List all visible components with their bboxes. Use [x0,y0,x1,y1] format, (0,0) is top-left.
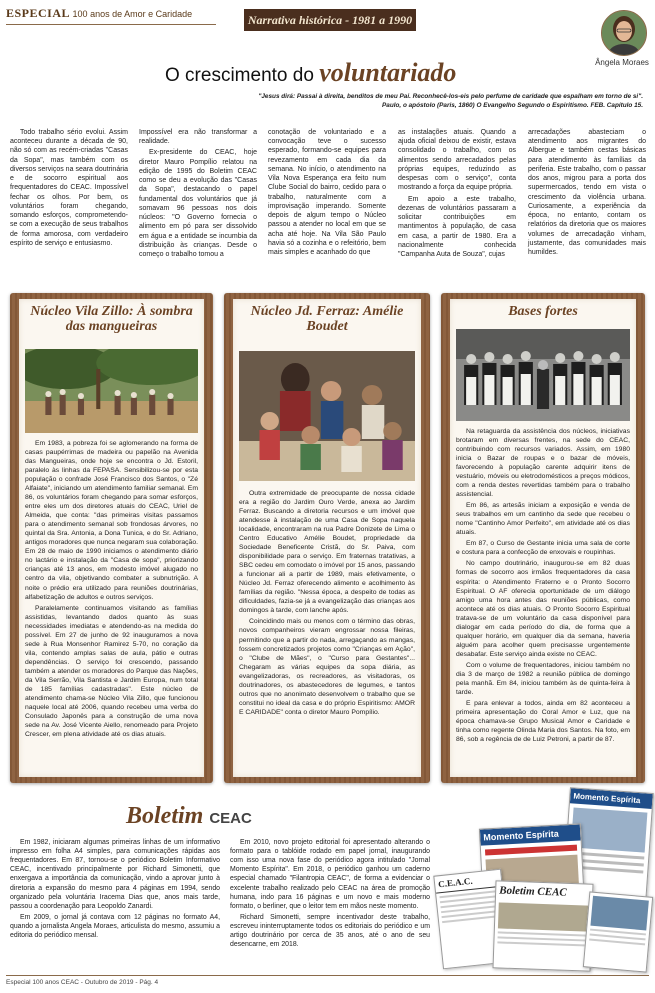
paragraph: E para enlevar a todos, ainda em 82 aconteceu a primeira apresentação do Coral Amor e Luz, que na época chamava-se Grupo Musical Amor e Caridade e tinha como regente Olinda Maria dos Santos. Na foto, em 86, sob a regência de de Luiz Petroni, a partir de 87. [456,699,630,744]
newspaper-cover [583,891,653,972]
intro-column-1 [10,128,128,250]
masthead: C.E.A.C. [434,870,501,894]
photo-children-group [239,351,415,481]
boletim-column-1 [10,838,220,942]
boletim-title-suffix: CEAC [209,810,252,827]
author-avatar [601,10,647,56]
box-text [456,427,630,746]
newspaper-collage [438,790,650,972]
divider [6,24,216,25]
box-title: Núcleo Vila Zillo: À sombra das mangueiras [30,304,193,334]
paragraph: Com o volume de frequentadores, iniciou também no dia 3 de março de 1982 a reunião pública de domingo pela manhã. Em 84, iniciou também às de quinta-feira à tarde. [456,661,630,696]
page-title [165,58,456,88]
paragraph: Impossível era não transformar a realidade. [139,129,257,146]
paragraph: Em apoio a este trabalho, dezenas de voluntários passaram a solicitar contribuições em mantimentos à população, de casa em casa, a partir de 1980. Era a nacionalmente conhecida "Campanha Auta de Souza", cujas [398,195,516,259]
box-title: Núcleo Jd. Ferraz: Amélie Boudet [250,304,404,334]
paragraph: conotação de voluntariado e a convocação teve o sucesso esperado, formando-se equipes para revezamento em cada dia da semana. No início, o atendimento na Vila Nova Esperança era feito num Clube Social do bairro, cedido para o trabalho, naturalmente com a improvisação imperando. Somente depois de algum tempo o Núcleo passou a atender no local em que se acha até hoje. Na Vila São Paulo havia só a cozinha e o refeitório, bem mais simples e acanhado do que [268,129,386,257]
masthead: Momento Espírita [570,788,653,809]
quote-source: Paulo, o apóstolo (Paris, 1860) O Evangelho Segundo o Espiritismo. FEB. Capítulo 15. [382,101,643,109]
paragraph: Paralelamente continuamos visitando as famílias assistidas, levantando dados quanto às suas necessidades imediatas e atendendo-as na medida do possível. Em 27 de junho de 92 inauguramos a nova sede à Rua Monsenhor Ramirez 5-70, no coração da vila, contendo amplas salas de aula, pátio e outras dependências. O serviço foi crescendo, passando também a atender os moradores do Parque das Nações, da Vila Serrão, Vila Santista e Jardim Europa, num total de 185 famílias cadastradas". Este núcleo de atendimento chama-se Núcleo Vila Zillo, que funcionou naquele local até 2006, quando recebeu uma verba do Consulado Japonês para a construção de uma nova sede na Av. José Vicente Aiello, renomeado para Projeto Crescer, em plena atividade até os dias atuais. [25,604,198,738]
photo-mango-trees [25,349,198,433]
paragraph: as instalações atuais. Quando a ajuda oficial deixou de existir, estava consolidado o trabalho, com os alimentos sendo arrecadados pelas próprias equipes, reduzindo as despesas com o serviço", conta mostrando a força da equipe própria. [398,129,516,192]
masthead: Momento Espírita [480,824,581,845]
paragraph: Ex-presidente do CEAC, hoje diretor Mauro Pompílio relatou na edição de 1995 do Boletim CEAC como se deu a evolução das "Casas da Sopa", destacando o papel fundamental dos voluntários que já somavam 96 pessoas nos dois núcleos: "O Governo fornecia o alimento em pó para ser dissolvido em água e a entidade se incumbia da distribuição às crianças. Desde o começo o trabalho tomou a [139,149,257,259]
paragraph: Em 87, o Curso de Gestante inicia uma sala de corte e costura para a confecção de enxovais e roupinhas. [456,540,630,557]
photo-choir [456,329,630,421]
epigraph-quote [183,93,643,110]
paragraph: Em 2009, o jornal já contava com 12 páginas no formato A4, quando a jornalista Angela Moraes, articulista do mesmo, assumiu a editoria do periódico mensal. [10,913,220,940]
masthead: Boletim CEAC [499,884,567,899]
paragraph: Em 2010, novo projeto editorial foi apresentado alterando o formato para o tablóide rodado em papel jornal, inaugurando com isso uma nova fase do periódico agora intitulado "Jornal Momento Espírita". Em 2018, o periódico ganhou um caderno especial chamado "Filantropia CEAC", de forma a evidenciar o excelente trabalho realizado pelo CEAC na área de promoção humana, indo para 16 páginas e um novo e mais moderno formato, o berliner, que o leitor tem em mãos neste momento. [230,839,430,910]
box-text [25,439,198,741]
section-label: ESPECIAL [6,6,71,20]
boletim-title: Boletim [126,803,204,829]
intro-column-3 [268,128,386,259]
page-footer: Especial 100 anos CEAC - Outubro de 2019 - Pág. 4 [6,979,159,986]
footer-divider [6,975,649,976]
box-text [239,489,415,719]
author-name: Ângela Moraes [595,58,649,67]
paragraph: Em 1982, iniciaram algumas primeiras linhas de um informativo impresso em folha A4 simples, para comunicações rápidas aos frequentadores. Em 87, tornou-se o periódico Boletim Informativo CEAC, incentivado principalmente por Richard Simonetti, que enxergava a importância da comunicação, vindo a aprovar junto à diretoria a expansão do mesmo para 4 páginas em 1994, sendo organizado pela voluntária Iracema Dias que, anos mais tarde, passou a coordenação para Leopoldo Zanardi. [10,839,220,910]
intro-column-4 [398,128,516,261]
box-vila-zillo [10,293,213,783]
section-header [6,6,192,21]
newspaper-cover [492,880,593,971]
title-prefix: O crescimento do [165,65,314,86]
history-banner: Narrativa histórica - 1981 a 1990 [244,9,416,31]
box-bases-fortes [441,293,645,783]
intro-column-5 [528,128,646,259]
title-highlight: voluntariado [319,58,457,87]
quote-text: "Jesus dirá: Passai à direita, benditos de meu Pai. Reconhecê-los-eis pelo perfume de caridade que espalham em torno de si". [258,93,643,100]
paragraph: Outra extremidade de preocupante de nossa cidade era a região do Jardim Ouro Verde, anexa ao Jardim Ferraz. Buscando a diretoria recursos e um imóvel que atendesse à instalação de uma Casa de Sopa naquela localidade, encontraram na rua Padre Donizete de Lima o Centro Educativo Amélie Boudet, propriedade da Sociedade Beneficente Cristã, do Sr. Paiva, com disponibilidade para o serviço. Em fraternas tratativas, a SBC cedeu em comodato o imóvel por 15 anos, passando a funcionar ali a partir de 1989, mais efetivamente, o Núcleo Jd. Ferraz oferecendo alimento e acolhimento às famílias da região. "Nessa época, a despeito de todas as dificuldades, fazia-se já a evangelização das crianças aos domingos à tarde, com lanche após. [239,490,415,615]
paragraph: Richard Simonetti, sempre incentivador deste trabalho, escreveu ininterruptamente todos os editoriais do periódico e um artigo doutrinário por cerca de 35 anos, até o ano de seu desencarne, em 2018. [230,913,430,949]
section-sublabel: 100 anos de Amor e Caridade [72,9,193,19]
box-title: Bases fortes [508,304,578,319]
paragraph: No campo doutrinário, inaugurou-se em 82 duas formas de socorro aos irmãos frequentadores da casa espírita: o Atendimento Fraterno e o Pronto Socorro Espiritual. O AF oferecia oportunidade de um diálogo amigo uma hora antes das reuniões públicas, como acontece até os dias atuais. O Pronto Socorro Espiritual tratava-se de um voluntário da casa disponível para dialogar em cada período do dia, de forma que a qualquer horário, em qualquer dia da semana, haveria alguém para acolher quem precisasse urgentemente desabafar. Este serviço ainda existe no CEAC. [456,560,630,658]
paragraph: Em 86, as artesãs iniciam a exposição e venda de seus trabalhos em um cantinho da sede que recebeu o nome "Cantinho Amor Perfeito", em atividade até os dias atuais. [456,502,630,537]
paragraph: Todo trabalho sério evolui. Assim aconteceu durante a década de 90, não só com as recém-criadas "Casas da Sopa", mas também com os diversos serviços na seara doutrinária e de socorro espiritual aos frequentadores do CEAC. Impossível fechar os olhos. Por bem, os voluntários foram chegando, somando esforços, comprometendo-se com a execução de seus trabalhos de forma amorosa, com verdadeiro espírito de serviço e entusiasmo. [10,129,128,247]
paragraph: Em 1983, a pobreza foi se aglomerando na forma de casas paupérrimas de madeira ou papelão na Avenida das Mangueiras, onde hoje se encontra o Jd. Estoril, paralelo às linhas da FEPASA. Sensibilizou-se por esta população o confrade José Francisco dos Santos, o "Zé Alfaiate", iniciando um atendimento familiar semanal. Em 86, os voluntários foram chegando para somar esforços, entre eles um dos diretores atuais do CEAC, Uriel de Almeida, que conta: "das primeiras visitas passamos para o atendimento semanal sob frondosas árvores, no quintal da Sra. Antonia, a Dona Tunica, e do Sr. Adriano, antigos moradores que nunca negaram sua colaboração. Em 28 de maio de 1990 iniciamos o atendimento diário no lactário e instalação da "Casa de sopa", priorizando crianças até 13 anos, em modesto imóvel alugado no centro da vila, objetivando combater a subnutrição. A noite o prédio era utilizado para reuniões doutrinárias, alfabetização de adultos e outros serviços. [25,440,198,601]
box-jd-ferraz [224,293,430,783]
paragraph: Na retaguarda da assistência dos núcleos, iniciativas brotaram em diversas frentes, na sede do CEAC, contribuindo com recursos variados. Assim, em 1980 inicia o Bazar de roupas e o bazar de móveis, favorecendo à população carente adquirir itens de vestuário, móveis ou eletrodomésticos a preços módicos, com a renda destes revertidas também para o trabalho assistencial. [456,428,630,499]
intro-column-2 [139,128,257,261]
boletim-heading [126,803,252,830]
boletim-column-2 [230,838,430,951]
paragraph: Coincidindo mais ou menos com o término das obras, novos companheiros vieram engrossar nossa fileiras, permitindo que a partir do nada, arregaçando as mangas, fossem concretizados projetos como "Crianças em Ação", o "Clube de Mães", o "Curso para Gestantes"... Chegaram as várias equipes da sopa diária, as evangelizadoras, os recreadores, as visitadoras, os doutrinadores, os abastecedores de legumes, e tantos outros que no anonimato desenvolvem o trabalho que se constitui no ideal da casa e do próprio Espiritismo: AMOR E CARIDADE" conta o diretor Mauro Pompílio. [239,618,415,716]
paragraph: arrecadações abasteciam o atendimento aos migrantes do Albergue e também cestas básicas para atendimento às famílias da periferia. Este trabalho, com o passar dos anos, migrou para a porta dos supermercados, tendo em vista o crescimento da violência urbana. Curiosamente, a experiência da época, no entanto, contam os relatórios da diretoria que os maiores volumes de arrecadação vinham, justamente, das comunidades mais humildes. [528,129,646,257]
